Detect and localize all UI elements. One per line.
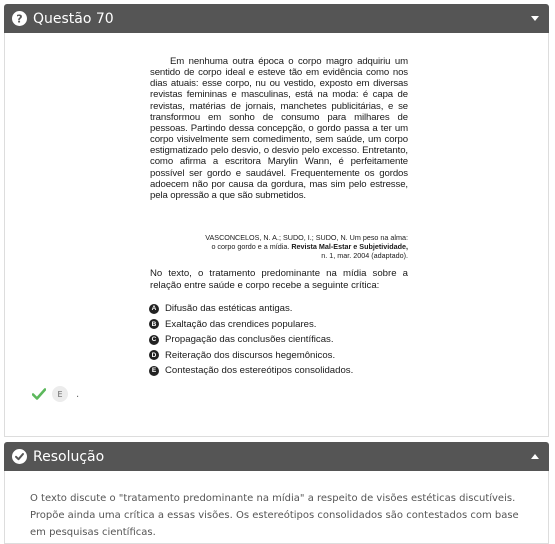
check-icon (32, 385, 46, 404)
option-e: E Contestação dos estereótipos consolidados. (149, 363, 409, 379)
svg-text:?: ? (16, 12, 23, 26)
answer-suffix: . (76, 388, 80, 400)
question-panel-header[interactable] (4, 4, 549, 33)
option-d: D Reiteração dos discursos hegemônicos. (149, 348, 409, 364)
option-a: A Difusão das estéticas antigas. (149, 301, 409, 317)
option-b: B Exaltação das crendices populares. (149, 317, 409, 333)
question-image (143, 50, 411, 380)
chevron-up-icon[interactable] (531, 454, 539, 459)
question-passage: Em nenhuma outra época o corpo magro adquiriu um sentido de corpo ideal e esteve tão em evidência como nos dias atuais: esse corpo, nu ou vestido, exposto em diversas revistas femininas e masculinas, está na moda: é capa de revistas, matérias de jornais, manchetes publicitárias, e se transformou em sonho de consumo para milhares de pessoas. Partindo dessa concepção, o gordo passa a ter um corpo visivelmente sem comedimento, sem saúde, um corpo estigmatizado pelo desvio, o desvio pelo excesso. Entretanto, como afirma a escritora Marylin Wann, é perfeitamente possível ser gordo e saudável. Frequentemente os gordos adoecem não por causa da gordura, mas sim pelo estresse, pela opressão a que são submetidos. (150, 56, 408, 201)
answer-row (32, 386, 79, 402)
resolution-text: O texto discute o "tratamento predominante na mídia" a respeito de visões estéticas discutíveis. Propõe ainda uma crítica a essas visões. Os estereótipos consolidados são contestados com base em pesquisas científicas. (30, 493, 519, 538)
question-options (149, 301, 409, 379)
question-circle-icon (12, 11, 27, 26)
answer-badge: E (52, 386, 68, 402)
resolution-title: Resolução (33, 448, 105, 465)
resolution-panel-header[interactable] (4, 442, 549, 471)
chevron-down-icon[interactable] (531, 16, 539, 21)
question-prompt: No texto, o tratamento predominante na mídia sobre a relação entre saúde e corpo recebe a seguinte crítica: (150, 268, 408, 291)
option-c: C Propagação das conclusões científicas. (149, 332, 409, 348)
question-title: Questão 70 (33, 10, 114, 27)
question-reference: VASCONCELOS, N. A.; SUDO, I.; SUDO, N. Um peso na alma: o corpo gordo e a mídia. Revista Mal-Estar e Subjetividade, n. 1, mar. 2004 (adaptado). (205, 233, 408, 260)
check-circle-icon (12, 449, 27, 464)
